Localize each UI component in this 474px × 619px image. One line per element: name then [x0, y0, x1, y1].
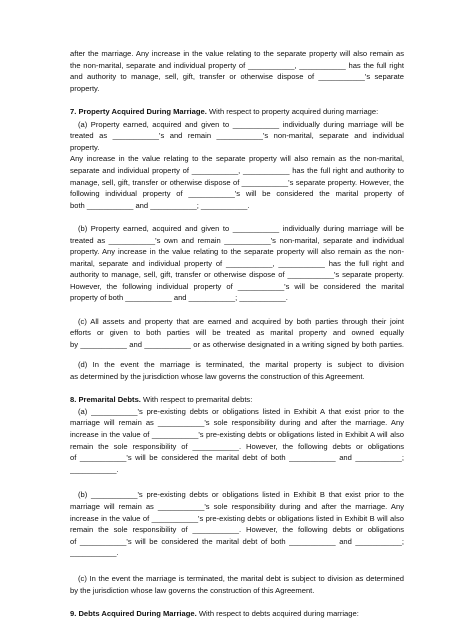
text-line: (a) Property earned, acquired and given to ___________ individually during marriage will be: [78, 119, 404, 129]
text-line: marriage will remain as ___________'s sole responsibility during and after the marriage. Any: [70, 501, 404, 511]
section-7c-paragraph: [70, 316, 404, 351]
text-line: (a) ___________'s pre-existing debts or obligations listed in Exhibit A that exist prior to the: [78, 406, 404, 416]
text-line: by the jurisdiction whose law governs the construction of this Agreement.: [70, 585, 315, 595]
section-7d-paragraph: [70, 359, 404, 382]
intro-paragraph: [70, 48, 404, 94]
section-7-heading-line: [70, 106, 404, 118]
text-line: remain the sole responsibility of ___________. However, the following debts or obligations: [70, 525, 404, 535]
text-line: increase in the value of ___________'s pre-existing debts or obligations listed in Exhibit A will also: [70, 430, 404, 439]
text-line: property of both ___________ and ___________; ___________.: [70, 293, 288, 303]
section-7b-paragraph: [70, 223, 404, 304]
text-line: However, the following individual property of ___________'s will be considered the marital: [70, 281, 404, 291]
text-line: as determined by the jurisdiction whose law governs the construction of this Agreement.: [70, 372, 365, 382]
text-line: of ___________'s will be considered the marital debt of both ___________ and ___________;: [70, 453, 404, 463]
text-line: after the marriage. Any increase in the value relating to the separate property will also remain as: [70, 49, 404, 58]
text-line: property.: [70, 83, 100, 93]
text-line: marital, separate and individual property of ___________, ___________ has the full right and: [70, 258, 404, 268]
text-line: separate and individual property of ___________, ___________ has the full right and authority to: [70, 165, 404, 175]
text-line: ___________.: [70, 464, 119, 474]
text-line: property. Any increase in the value relating to the separate property will also remain as the non-: [70, 247, 404, 257]
text-line: of ___________'s will be considered the marital debt of both ___________ and ___________;: [70, 536, 404, 546]
text-line: (c) In the event the marriage is terminated, the marital debt is subject to division as determined: [78, 573, 404, 583]
text-line: remain the sole responsibility of ___________. However, the following debts or obligations: [70, 441, 404, 451]
section-9-intro: With respect to debts acquired during marriage:: [198, 608, 359, 618]
text-line: ___________.: [70, 548, 119, 558]
text-line: and authority to manage, sell, gift, transfer or otherwise dispose of ___________'s separate: [70, 72, 404, 82]
text-line: marriage will remain as ___________'s sole responsibility during and after the marriage. Any: [70, 418, 404, 428]
text-line: by ___________ and ___________ or as otherwise designated in a writing signed by both parties.: [70, 339, 404, 349]
section-8c-paragraph: [70, 573, 404, 596]
text-line: Any increase in the value relating to the separate property will also remain as the non-marital,: [70, 154, 404, 164]
text-line: (b) Property earned, acquired and given to ___________ individually during marriage will be: [78, 223, 404, 233]
text-line: the non-marital, separate and individual property of ___________, ___________ has the full right: [70, 60, 404, 70]
text-line: (c) All assets and property that are earned and acquired by both parties through their joint: [78, 316, 404, 326]
text-line: increase in the value of ___________'s pre-existing debts or obligations listed in Exhibit B will also: [70, 513, 404, 523]
section-9-heading: 9. Debts Acquired During Marriage.: [70, 608, 197, 618]
text-line: manage, sell, gift, transfer or otherwise dispose of ___________'s separate property. However, the: [70, 177, 404, 187]
text-line: efforts or given to both parties will be treated as marital property and owned equally: [70, 328, 404, 338]
text-line: (d) In the event the marriage is terminated, the marital property is subject to division: [78, 360, 404, 370]
section-8-heading-line: [70, 394, 404, 406]
text-line: following individual property of ___________'s will be considered the marital property of: [70, 189, 404, 199]
section-8b-paragraph: [70, 489, 404, 559]
section-7-heading: 7. Property Acquired During Marriage.: [70, 106, 207, 116]
text-line: both ___________ and ___________; ___________.: [70, 200, 250, 210]
section-8-intro: With respect to premarital debts:: [143, 395, 253, 405]
section-9-heading-line: [70, 608, 404, 619]
text-line: (b) ___________'s pre-existing debts or obligations listed in Exhibit B that exist prior to the: [78, 490, 404, 500]
section-8a-paragraph: [70, 406, 404, 476]
section-7-intro: With respect to property acquired during marriage:: [208, 106, 379, 116]
text-line: treated as ___________'s own and remain ___________'s non-marital, separate and individual: [70, 235, 404, 245]
section-8-heading: 8. Premarital Debts.: [70, 395, 141, 405]
text-line: authority to manage, sell, gift, transfer or otherwise dispose of ___________'s separate property.: [70, 270, 404, 280]
section-7a-paragraph: [70, 119, 404, 212]
text-line: treated as ___________'s and remain ___________'s non-marital, separate and individual property.: [70, 131, 404, 152]
